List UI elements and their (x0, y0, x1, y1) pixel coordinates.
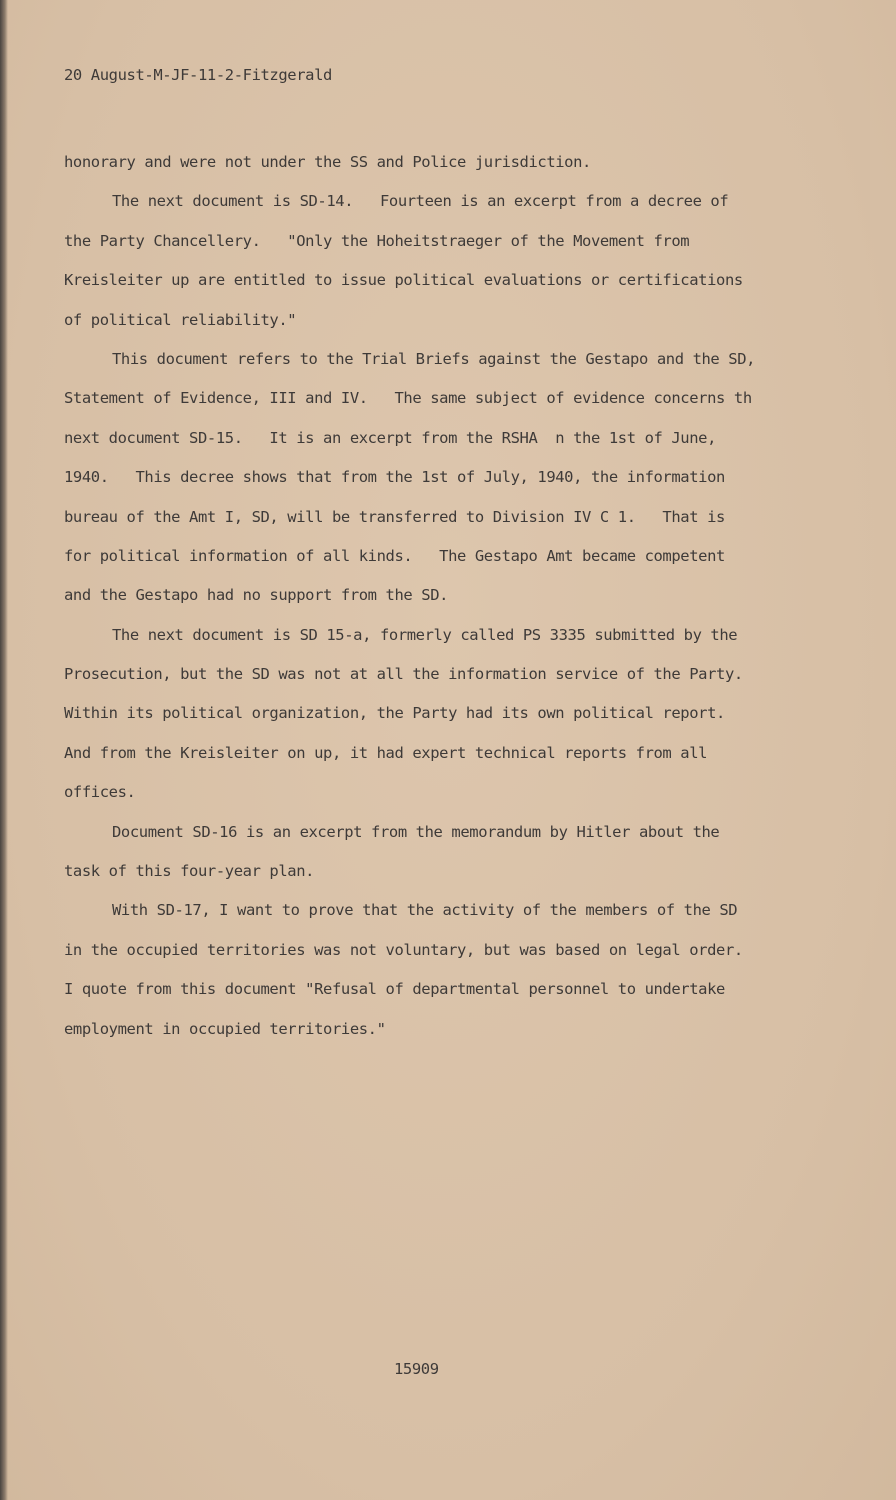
body-line: The next document is SD 15-a, formerly called PS 3335 submitted by the (112, 625, 738, 644)
body-line: I quote from this document "Refusal of departmental personnel to undertake (64, 980, 725, 999)
body-line: This document refers to the Trial Briefs against the Gestapo and the SD, (112, 349, 756, 368)
body-line: Within its political organization, the Party had its own political report. (64, 704, 725, 723)
body-line: Prosecution, but the SD was not at all the information service of the Party. (64, 665, 743, 684)
body-line: bureau of the Amt I, SD, will be transferred to Division IV C 1. That is (64, 507, 725, 526)
body-line: And from the Kreisleiter on up, it had expert technical reports from all (64, 743, 708, 762)
body-line: Statement of Evidence, III and IV. The same subject of evidence concerns th (64, 389, 752, 408)
body-line: the Party Chancellery. "Only the Hoheitstraeger of the Movement from (64, 231, 690, 250)
body-line: Kreisleiter up are entitled to issue political evaluations or certifications (64, 271, 743, 290)
body-line: for political information of all kinds. The Gestapo Amt became competent (64, 546, 725, 565)
body-line: The next document is SD-14. Fourteen is an excerpt from a decree of (112, 192, 729, 211)
body-line: employment in occupied territories." (64, 1019, 386, 1038)
body-line: 1940. This decree shows that from the 1st of July, 1940, the information (64, 468, 725, 487)
body-line: task of this four-year plan. (64, 862, 315, 881)
page-number: 15909 (394, 1360, 439, 1378)
body-line: in the occupied territories was not voluntary, but was based on legal order. (64, 940, 743, 959)
body-line: Document SD-16 is an excerpt from the memorandum by Hitler about the (112, 822, 720, 841)
body-line: next document SD-15. It is an excerpt from the RSHA n the 1st of June, (64, 428, 717, 447)
page-left-edge (0, 0, 8, 1500)
document-body (64, 143, 824, 1049)
body-line: of political reliability." (64, 310, 297, 329)
page-header: 20 August-M-JF-11-2-Fitzgerald (64, 66, 332, 84)
body-line: With SD-17, I want to prove that the activity of the members of the SD (112, 901, 738, 920)
body-line: honorary and were not under the SS and Police jurisdiction. (64, 153, 591, 171)
body-line: offices. (64, 783, 136, 802)
body-line: and the Gestapo had no support from the SD. (64, 586, 449, 605)
